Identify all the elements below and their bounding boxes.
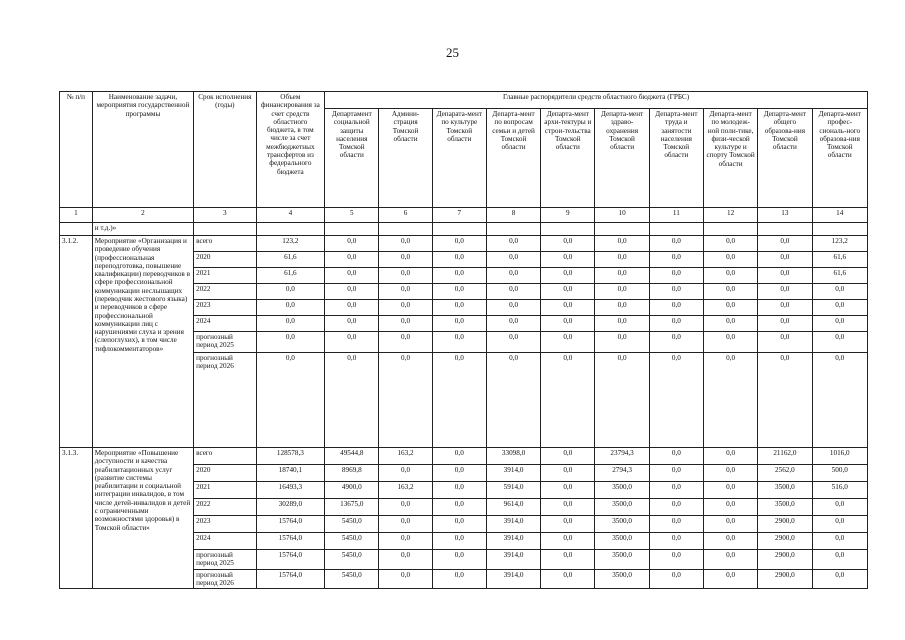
- value-cell: 0,0: [595, 252, 649, 268]
- term-cell: 2024: [194, 533, 256, 550]
- value-cell: 0,0: [541, 353, 595, 448]
- value-cell: 3914,0: [486, 550, 540, 570]
- column-number: 3: [194, 208, 256, 223]
- value-cell: 0,0: [379, 516, 432, 533]
- header-volume: Объем финансирования за счет средств областного бюджета, в том числе за счет межбюджетных трансфертов из федерального бюджета: [256, 92, 325, 208]
- term-cell: 2022: [194, 499, 256, 516]
- value-cell: 0,0: [703, 284, 757, 300]
- term-cell: 2020: [194, 252, 256, 268]
- value-cell: 0,0: [432, 465, 486, 482]
- value-cell: 0,0: [703, 482, 757, 499]
- value-cell: 13675,0: [325, 499, 379, 516]
- item-name: Мероприятие «Организация и проведение обучения (профессиональная переподготовка, повышение квалификации) переводчиков в сфере профессиональной коммуникации неслышащих (переводчик жестового языка) и переводчиков в сфере профессиональной коммуникации лиц с нарушениями слуха и зрения (слепоглухих), в том числе тифлокомментаторов»: [92, 236, 193, 448]
- value-cell: 0,0: [432, 332, 486, 353]
- column-number: 12: [703, 208, 757, 223]
- value-cell: 0,0: [486, 332, 540, 353]
- value-cell: 0,0: [325, 332, 379, 353]
- value-cell: 0,0: [325, 236, 379, 252]
- value-cell: 0,0: [812, 332, 867, 353]
- header-grbs-2: Админи-страция Томской области: [379, 109, 432, 208]
- value-cell: 0,0: [432, 268, 486, 284]
- value-cell: 0,0: [256, 300, 325, 316]
- value-cell: 0,0: [812, 499, 867, 516]
- column-number: 6: [379, 208, 432, 223]
- value-cell: 2900,0: [758, 533, 812, 550]
- header-grbs-8: Департа-мент по молодеж-ной поли-тике, физи-ческой культуре и спорту Томской области: [703, 109, 757, 208]
- value-cell: 0,0: [595, 236, 649, 252]
- header-grbs-3: Депарата-мент по культуре Томской области: [432, 109, 486, 208]
- value-cell: 0,0: [595, 300, 649, 316]
- value-cell: 163,2: [379, 482, 432, 499]
- header-grbs-4: Департа-мент по вопросам семьи и детей Томской области: [486, 109, 540, 208]
- header-grbs-5: Департа-мент архи-тектуры и строи-тельства Томской области: [541, 109, 595, 208]
- column-number: 4: [256, 208, 325, 223]
- page-number: 25: [446, 45, 459, 60]
- value-cell: 5914,0: [486, 482, 540, 499]
- value-cell: 0,0: [703, 465, 757, 482]
- value-cell: 0,0: [649, 353, 703, 448]
- value-cell: 0,0: [432, 300, 486, 316]
- empty-cell: [379, 223, 432, 236]
- value-cell: 0,0: [758, 284, 812, 300]
- term-cell: 2022: [194, 284, 256, 300]
- value-cell: 2794,3: [595, 465, 649, 482]
- column-number: 2: [92, 208, 193, 223]
- value-cell: 3500,0: [595, 516, 649, 533]
- value-cell: 2900,0: [758, 550, 812, 570]
- term-cell: прогнозный период 2026: [194, 353, 256, 448]
- value-cell: 0,0: [541, 550, 595, 570]
- column-number: 10: [595, 208, 649, 223]
- value-cell: 15764,0: [256, 516, 325, 533]
- value-cell: 2900,0: [758, 516, 812, 533]
- value-cell: 0,0: [541, 499, 595, 516]
- value-cell: 0,0: [541, 516, 595, 533]
- value-cell: 0,0: [758, 353, 812, 448]
- value-cell: 0,0: [703, 516, 757, 533]
- value-cell: 0,0: [486, 268, 540, 284]
- value-cell: 0,0: [758, 268, 812, 284]
- value-cell: 0,0: [541, 268, 595, 284]
- header-no: № п/п: [60, 92, 93, 208]
- value-cell: 516,0: [812, 482, 867, 499]
- value-cell: 0,0: [703, 268, 757, 284]
- value-cell: 0,0: [256, 332, 325, 353]
- value-cell: 3500,0: [758, 482, 812, 499]
- value-cell: 0,0: [432, 550, 486, 570]
- value-cell: 0,0: [595, 353, 649, 448]
- value-cell: 0,0: [379, 316, 432, 332]
- value-cell: 3914,0: [486, 569, 540, 589]
- column-number: 14: [812, 208, 867, 223]
- value-cell: 0,0: [379, 236, 432, 252]
- value-cell: 0,0: [541, 482, 595, 499]
- value-cell: 61,6: [256, 252, 325, 268]
- term-cell: всего: [194, 236, 256, 252]
- table-row: [60, 448, 868, 465]
- value-cell: 30289,0: [256, 499, 325, 516]
- value-cell: 3500,0: [595, 569, 649, 589]
- term-cell: 2021: [194, 268, 256, 284]
- value-cell: 0,0: [812, 533, 867, 550]
- value-cell: 0,0: [379, 550, 432, 570]
- value-cell: 4900,0: [325, 482, 379, 499]
- value-cell: 3914,0: [486, 516, 540, 533]
- value-cell: 0,0: [649, 482, 703, 499]
- value-cell: 3500,0: [595, 550, 649, 570]
- value-cell: 9614,0: [486, 499, 540, 516]
- value-cell: 0,0: [432, 252, 486, 268]
- empty-cell: [541, 223, 595, 236]
- term-cell: всего: [194, 448, 256, 465]
- value-cell: 0,0: [541, 236, 595, 252]
- value-cell: 0,0: [649, 533, 703, 550]
- column-number: 13: [758, 208, 812, 223]
- value-cell: 0,0: [541, 465, 595, 482]
- value-cell: 500,0: [812, 465, 867, 482]
- value-cell: 61,6: [812, 252, 867, 268]
- value-cell: 0,0: [486, 284, 540, 300]
- value-cell: 0,0: [812, 569, 867, 589]
- value-cell: 5450,0: [325, 550, 379, 570]
- value-cell: 0,0: [541, 284, 595, 300]
- value-cell: 0,0: [703, 332, 757, 353]
- value-cell: 0,0: [649, 284, 703, 300]
- value-cell: 2562,0: [758, 465, 812, 482]
- value-cell: 0,0: [649, 316, 703, 332]
- value-cell: 33098,0: [486, 448, 540, 465]
- value-cell: 123,2: [256, 236, 325, 252]
- value-cell: 0,0: [432, 499, 486, 516]
- value-cell: 0,0: [379, 569, 432, 589]
- value-cell: 163,2: [379, 448, 432, 465]
- header-grbs-7: Департа-мент труда и занятости населения Томской области: [649, 109, 703, 208]
- value-cell: 0,0: [812, 550, 867, 570]
- value-cell: 0,0: [325, 300, 379, 316]
- empty-cell: [432, 223, 486, 236]
- value-cell: 0,0: [379, 499, 432, 516]
- value-cell: 0,0: [432, 236, 486, 252]
- value-cell: 0,0: [432, 448, 486, 465]
- value-cell: 0,0: [595, 316, 649, 332]
- value-cell: 61,6: [256, 268, 325, 284]
- value-cell: 0,0: [703, 252, 757, 268]
- value-cell: 0,0: [432, 533, 486, 550]
- empty-cell: [256, 223, 325, 236]
- header-grbs-6: Департа-мент здраво-охранения Томской области: [595, 109, 649, 208]
- header-grbs-title: Главные распорядители средств областного бюджета (ГРБС): [325, 92, 868, 109]
- value-cell: 0,0: [541, 332, 595, 353]
- value-cell: 0,0: [595, 268, 649, 284]
- value-cell: 61,6: [812, 268, 867, 284]
- empty-cell: [758, 223, 812, 236]
- value-cell: 0,0: [758, 332, 812, 353]
- value-cell: 1016,0: [812, 448, 867, 465]
- empty-cell: [595, 223, 649, 236]
- value-cell: 0,0: [541, 569, 595, 589]
- column-number: 9: [541, 208, 595, 223]
- value-cell: 0,0: [703, 550, 757, 570]
- value-cell: 16493,3: [256, 482, 325, 499]
- value-cell: 0,0: [325, 353, 379, 448]
- term-cell: прогнозный период 2026: [194, 569, 256, 589]
- value-cell: 0,0: [595, 284, 649, 300]
- value-cell: 0,0: [703, 353, 757, 448]
- column-number: 7: [432, 208, 486, 223]
- value-cell: 0,0: [812, 316, 867, 332]
- value-cell: 0,0: [541, 300, 595, 316]
- value-cell: 0,0: [649, 332, 703, 353]
- item-number: 3.1.3.: [60, 448, 93, 589]
- term-cell: 2021: [194, 482, 256, 499]
- value-cell: 0,0: [595, 332, 649, 353]
- value-cell: 0,0: [649, 465, 703, 482]
- value-cell: 0,0: [703, 236, 757, 252]
- value-cell: 0,0: [758, 252, 812, 268]
- financing-table: [59, 91, 868, 589]
- value-cell: 0,0: [703, 300, 757, 316]
- value-cell: 128578,3: [256, 448, 325, 465]
- value-cell: 0,0: [325, 316, 379, 332]
- value-cell: 0,0: [256, 316, 325, 332]
- value-cell: 0,0: [649, 516, 703, 533]
- term-cell: 2023: [194, 516, 256, 533]
- term-cell: 2023: [194, 300, 256, 316]
- value-cell: 0,0: [812, 353, 867, 448]
- value-cell: 3500,0: [595, 533, 649, 550]
- term-cell: прогнозный период 2025: [194, 550, 256, 570]
- value-cell: 0,0: [649, 300, 703, 316]
- value-cell: 0,0: [486, 316, 540, 332]
- value-cell: 0,0: [256, 284, 325, 300]
- value-cell: 0,0: [432, 482, 486, 499]
- value-cell: 0,0: [379, 252, 432, 268]
- value-cell: 0,0: [703, 316, 757, 332]
- column-number: 11: [649, 208, 703, 223]
- value-cell: 0,0: [758, 236, 812, 252]
- value-cell: 15764,0: [256, 550, 325, 570]
- value-cell: 21162,0: [758, 448, 812, 465]
- continuation-text: и т.д.)»: [92, 223, 193, 236]
- empty-cell: [60, 223, 93, 236]
- value-cell: 5450,0: [325, 569, 379, 589]
- header-grbs-1: Департамент социальной защиты населения Томской области: [325, 109, 379, 208]
- empty-cell: [812, 223, 867, 236]
- value-cell: 2900,0: [758, 569, 812, 589]
- column-number: 5: [325, 208, 379, 223]
- item-name: Мероприятие «Повышение доступности и качества реабилитационных услуг (развитие системы реабилитации и социальной интеграции инвалидов, в том числе детей-инвалидов и детей с ограниченными возможностями здоровья) в Томской области»: [92, 448, 193, 589]
- value-cell: 0,0: [649, 569, 703, 589]
- value-cell: 0,0: [541, 533, 595, 550]
- value-cell: 3500,0: [758, 499, 812, 516]
- value-cell: 23794,3: [595, 448, 649, 465]
- value-cell: 0,0: [812, 284, 867, 300]
- value-cell: 5450,0: [325, 533, 379, 550]
- value-cell: 3500,0: [595, 482, 649, 499]
- value-cell: 3500,0: [595, 499, 649, 516]
- value-cell: 15764,0: [256, 569, 325, 589]
- header-name: Наименование задачи, мероприятия государственной программы: [92, 92, 193, 208]
- value-cell: 0,0: [541, 448, 595, 465]
- value-cell: 0,0: [649, 252, 703, 268]
- value-cell: 0,0: [541, 252, 595, 268]
- value-cell: 49544,8: [325, 448, 379, 465]
- value-cell: 0,0: [541, 316, 595, 332]
- value-cell: 0,0: [379, 332, 432, 353]
- value-cell: 0,0: [379, 533, 432, 550]
- value-cell: 0,0: [758, 300, 812, 316]
- value-cell: 0,0: [649, 550, 703, 570]
- value-cell: 0,0: [432, 353, 486, 448]
- column-number: 8: [486, 208, 540, 223]
- value-cell: 3914,0: [486, 533, 540, 550]
- table-row: [60, 236, 868, 252]
- value-cell: 0,0: [486, 300, 540, 316]
- value-cell: 0,0: [649, 268, 703, 284]
- value-cell: 0,0: [486, 236, 540, 252]
- value-cell: 0,0: [758, 316, 812, 332]
- value-cell: 5450,0: [325, 516, 379, 533]
- value-cell: 0,0: [256, 353, 325, 448]
- value-cell: 0,0: [486, 353, 540, 448]
- value-cell: 0,0: [379, 268, 432, 284]
- empty-cell: [649, 223, 703, 236]
- value-cell: 18740,1: [256, 465, 325, 482]
- header-grbs-9: Департа-мент общего образова-ния Томской области: [758, 109, 812, 208]
- value-cell: 0,0: [649, 499, 703, 516]
- value-cell: 0,0: [432, 316, 486, 332]
- value-cell: 0,0: [432, 284, 486, 300]
- term-cell: прогнозный период 2025: [194, 332, 256, 353]
- value-cell: 0,0: [703, 448, 757, 465]
- value-cell: 0,0: [379, 284, 432, 300]
- value-cell: 3914,0: [486, 465, 540, 482]
- value-cell: 0,0: [486, 252, 540, 268]
- value-cell: 0,0: [379, 465, 432, 482]
- value-cell: 0,0: [649, 236, 703, 252]
- value-cell: 15764,0: [256, 533, 325, 550]
- header-term: Срок исполнения (годы): [194, 92, 256, 208]
- value-cell: 0,0: [325, 284, 379, 300]
- header-grbs-10: Департа-мент профес-сиональ-ного образова-ния Томской области: [812, 109, 867, 208]
- value-cell: 0,0: [379, 353, 432, 448]
- value-cell: 0,0: [432, 569, 486, 589]
- empty-cell: [703, 223, 757, 236]
- value-cell: 123,2: [812, 236, 867, 252]
- value-cell: 0,0: [812, 516, 867, 533]
- empty-cell: [194, 223, 256, 236]
- term-cell: 2024: [194, 316, 256, 332]
- value-cell: 0,0: [432, 516, 486, 533]
- item-number: 3.1.2.: [60, 236, 93, 448]
- value-cell: 0,0: [703, 533, 757, 550]
- value-cell: 0,0: [812, 300, 867, 316]
- empty-cell: [325, 223, 379, 236]
- empty-cell: [486, 223, 540, 236]
- value-cell: 0,0: [703, 569, 757, 589]
- value-cell: 0,0: [379, 300, 432, 316]
- value-cell: 8969,8: [325, 465, 379, 482]
- value-cell: 0,0: [703, 499, 757, 516]
- value-cell: 0,0: [649, 448, 703, 465]
- value-cell: 0,0: [325, 268, 379, 284]
- value-cell: 0,0: [325, 252, 379, 268]
- term-cell: 2020: [194, 465, 256, 482]
- column-number: 1: [60, 208, 93, 223]
